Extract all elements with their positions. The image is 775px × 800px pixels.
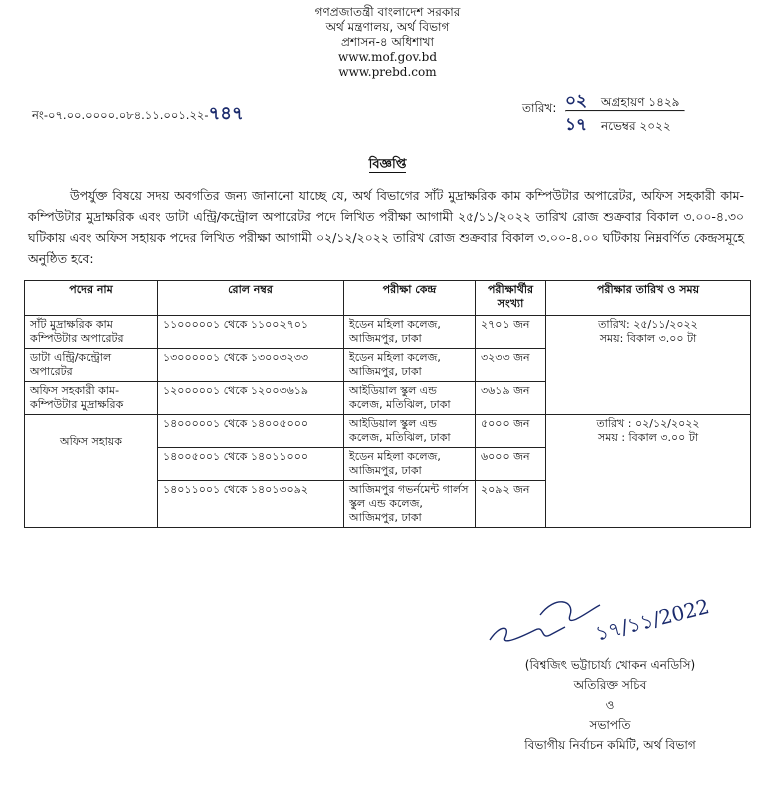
roll-cell: ১৩০০০০০১ থেকে ১৩০০৩২৩৩ xyxy=(158,349,344,382)
col-header-roll: রোল নম্বর xyxy=(158,281,344,316)
table-row xyxy=(25,316,751,349)
center-cell: আইডিয়াল স্কুল এন্ড কলেজ, মতিঝিল, ঢাকা xyxy=(344,415,476,448)
col-header-center: পরীক্ষা কেন্দ্র xyxy=(344,281,476,316)
signatory-designation: অতিরিক্ত সচিব xyxy=(573,678,647,692)
notice-title: বিজ্ঞপ্তি xyxy=(368,157,407,172)
signatory-committee: বিভাগীয় নির্বাচন কমিটি, অর্থ বিভাগ xyxy=(524,738,696,752)
count-cell: ৬০০০ জন xyxy=(476,448,546,481)
count-cell: ৩৬১৯ জন xyxy=(476,382,546,415)
table-header-row xyxy=(25,281,751,316)
govt-name: গণপ্রজাতন্ত্রী বাংলাদেশ সরকার xyxy=(314,5,461,19)
bangla-day-handwritten: ০২ xyxy=(565,91,588,111)
memo-number-handwritten: ৭৪৭ xyxy=(208,103,244,124)
center-cell: ইডেন মহিলা কলেজ, আজিমপুর, ঢাকা xyxy=(344,349,476,382)
schedule-1-date: তারিখ: ২৫/১১/২০২২ xyxy=(598,318,698,331)
memo-number xyxy=(32,99,244,130)
count-cell: ৫০০০ জন xyxy=(476,415,546,448)
center-cell: আজিমপুর গভর্নমেন্ট গার্লস স্কুল এন্ড কলেজ, আজিমপুর, ঢাকা xyxy=(344,481,476,528)
exam-schedule-table xyxy=(24,280,751,528)
post-cell: সাঁট মুদ্রাক্ষরিক কাম কম্পিউটার অপারেটর xyxy=(25,316,158,349)
schedule-2-date: তারিখ : ০২/১২/২০২২ xyxy=(596,417,700,430)
roll-cell: ১১০০০০০১ থেকে ১১০০২৭০১ xyxy=(158,316,344,349)
signature-date: ১৭/১১/2022 xyxy=(592,594,712,646)
center-cell: আইডিয়াল স্কুল এন্ড কলেজ, মতিঝিল, ঢাকা xyxy=(344,382,476,415)
count-cell: ২০৯২ জন xyxy=(476,481,546,528)
center-cell: ইডেন মহিলা কলেজ, আজিমপুর, ঢাকা xyxy=(344,316,476,349)
signatory-conjunction: ও xyxy=(605,698,615,712)
col-header-count: পরীক্ষার্থীর সংখ্যা xyxy=(476,281,546,316)
signature-stroke xyxy=(490,627,565,641)
post-cell: ডাটা এন্ট্রি/কন্ট্রোল অপারেটর xyxy=(25,349,158,382)
col-header-post: পদের নাম xyxy=(25,281,158,316)
roll-cell: ১২০০০০০১ থেকে ১২০০৩৬১৯ xyxy=(158,382,344,415)
roll-cell: ১৪০০৫০০১ থেকে ১৪০১১০০০ xyxy=(158,448,344,481)
table-row xyxy=(25,415,751,448)
signatory-name: (বিশ্বজিৎ ভট্টাচার্য্য খোকন এনডিসি) xyxy=(524,658,696,672)
schedule-1-time: সময়: বিকাল ৩.০০ টা xyxy=(599,332,697,345)
date-block xyxy=(565,88,685,134)
website-prebd: www.prebd.com xyxy=(338,65,437,79)
website-mof: www.mof.gov.bd xyxy=(337,50,438,64)
roll-cell: ১৪০১১০০১ থেকে ১৪০১৩০৯২ xyxy=(158,481,344,528)
branch-name: প্রশাসন-৪ অধিশাখা xyxy=(340,35,435,49)
signature-stroke xyxy=(540,602,600,621)
ministry-name: অর্থ মন্ত্রণালয়, অর্থ বিভাগ xyxy=(325,20,450,34)
schedule-cell-1 xyxy=(546,316,751,415)
bangla-month-year: অগ্রহায়ণ ১৪২৯ xyxy=(601,95,680,109)
schedule-2-time: সময় : বিকাল ৩.০০ টা xyxy=(597,431,699,444)
date-label: তারিখ: xyxy=(522,101,557,115)
roll-cell: ১৪০০০০০১ থেকে ১৪০০৫০০০ xyxy=(158,415,344,448)
schedule-cell-2 xyxy=(546,415,751,528)
count-cell: ২৭০১ জন xyxy=(476,316,546,349)
col-header-schedule: পরীক্ষার তারিখ ও সময় xyxy=(546,281,751,316)
post-cell: অফিস সহায়ক xyxy=(25,415,158,528)
english-month-year: নভেম্বর ২০২২ xyxy=(601,119,671,133)
center-cell: ইডেন মহিলা কলেজ, আজিমপুর, ঢাকা xyxy=(344,448,476,481)
count-cell: ৩২৩৩ জন xyxy=(476,349,546,382)
post-cell: অফিস সহকারী কাম-কম্পিউটার মুদ্রাক্ষরিক xyxy=(25,382,158,415)
memo-number-prefix: নং-০৭.০০.০০০০.০৮৪.১১.০০১.২২- xyxy=(32,108,209,122)
signatory-role: সভাপতি xyxy=(589,718,631,732)
letterhead xyxy=(0,5,775,80)
english-day-handwritten: ১৭ xyxy=(565,115,588,135)
signature-scribble xyxy=(480,585,730,655)
notice-body: উপর্যুক্ত বিষয়ে সদয় অবগতির জন্য জানানো যাচ্ছে যে, অর্থ বিভাগের সাঁট মুদ্রাক্ষরিক কাম কম্পিউটার অপারেটর, অফিস সহকারী কাম-কম্পিউটার মুদ্রাক্ষরিক এবং ডাটা এন্ট্রি/কন্ট্রোল অপারেটর পদে লিখিত পরীক্ষা আগামী ২৫/১১/২০২২ তারিখ রোজ শুক্রবার বিকাল ৩.০০-৪.৩০ ঘটিকায় এবং অফিস সহায়ক পদের লিখিত পরীক্ষা আগামী ০২/১২/২০২২ তারিখ রোজ শুক্রবার বিকাল ৩.০০-৪.০০ ঘটিকায় নিম্নবর্ণিত কেন্দ্রসমূহে অনুষ্ঠিত হবে: xyxy=(28,188,744,266)
